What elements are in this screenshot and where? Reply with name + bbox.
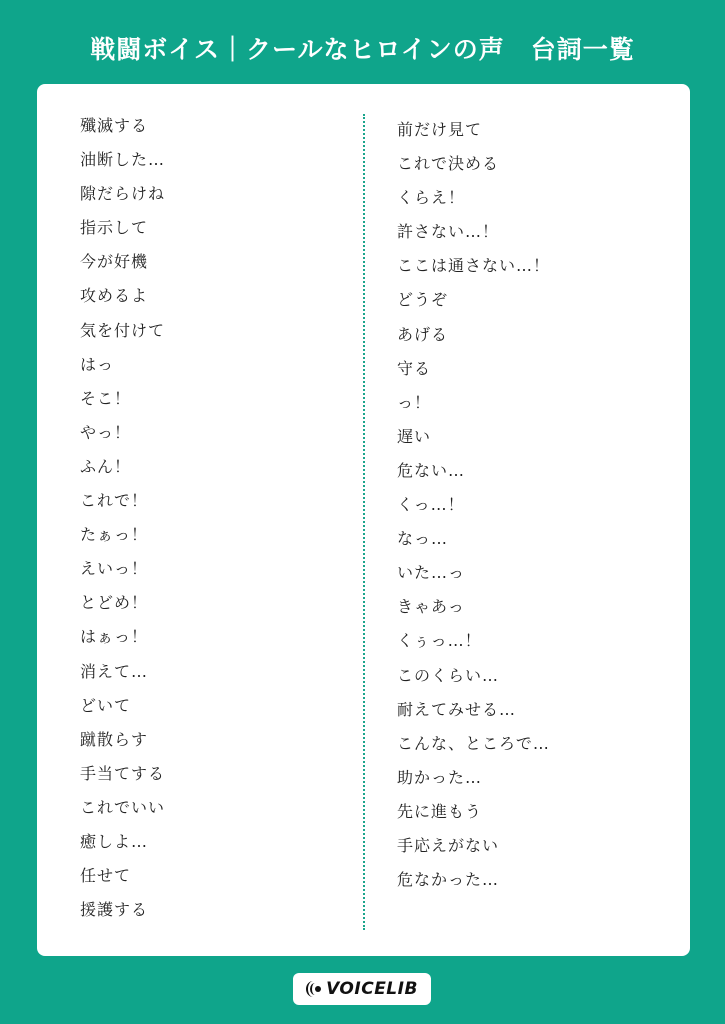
voice-line: とどめ！ [80,593,149,613]
voice-line: これで！ [80,491,149,511]
voice-line: くっ…！ [397,495,465,515]
voice-line: くらえ！ [397,188,466,208]
voice-line: えいっ！ [80,559,149,579]
voice-line: 蹴散らす [80,729,149,749]
voicelib-logo [293,973,431,1005]
voice-line: 助かった… [397,767,483,787]
voice-line: 耐えてみせる… [397,699,517,719]
voice-line: こんな、ところで… [397,733,550,753]
voice-line: 隙だらけね [80,184,166,204]
lines-card [37,84,690,956]
voice-line: 前だけ見て [397,120,483,139]
voice-line: 許さない…！ [397,222,500,242]
voice-line: ここは通さない…！ [397,256,551,276]
voice-line: このくらい… [397,665,500,685]
voice-line: これで決める [397,154,500,174]
voice-line: くぅっ…！ [397,631,482,651]
voice-line: 危なかった… [397,870,500,890]
voice-line: 攻めるよ [80,286,149,306]
voice-line: いた…っ [397,563,466,583]
sound-wave-icon [306,981,322,997]
right-lines-column [397,118,550,902]
voice-line: 援護する [80,900,149,920]
voice-line: 消えて… [80,661,149,681]
left-lines-column [80,114,165,932]
voice-line: やっ！ [80,422,132,442]
voice-line: ふん！ [80,456,132,476]
voice-line: そこ！ [80,388,132,408]
voice-line: これでいい [80,797,166,817]
voice-line: 癒しよ… [80,831,149,851]
voice-line: 手応えがない [397,835,500,855]
voice-line: どいて [80,695,132,715]
voice-line: 危ない… [397,460,466,480]
voice-line: 任せて [80,866,132,886]
voice-line: 手当てする [80,763,166,783]
voice-line: 指示して [80,218,149,238]
page-title: 戦闘ボイス｜クールなヒロインの声 台詞一覧 [90,35,635,64]
voice-line: 先に進もう [397,801,483,821]
voice-line: 気を付けて [80,320,166,340]
voice-line: あげる [397,324,449,344]
voice-line: 守る [397,358,432,378]
voice-line: 殲滅する [80,116,149,135]
voice-line: たぁっ！ [80,525,149,545]
voice-line: きゃあっ [397,597,465,617]
voice-line: 油断した… [80,150,166,170]
voice-line: はっ [80,354,115,374]
voice-line: 遅い [397,426,432,446]
logo-text: VOICELIB [326,979,418,999]
voice-line: 今が好機 [80,252,149,272]
column-divider [363,114,365,930]
voice-line: どうぞ [397,290,449,310]
voice-line: はぁっ！ [80,627,149,647]
voice-line: っ！ [397,392,432,412]
voice-line: なっ… [397,529,449,549]
